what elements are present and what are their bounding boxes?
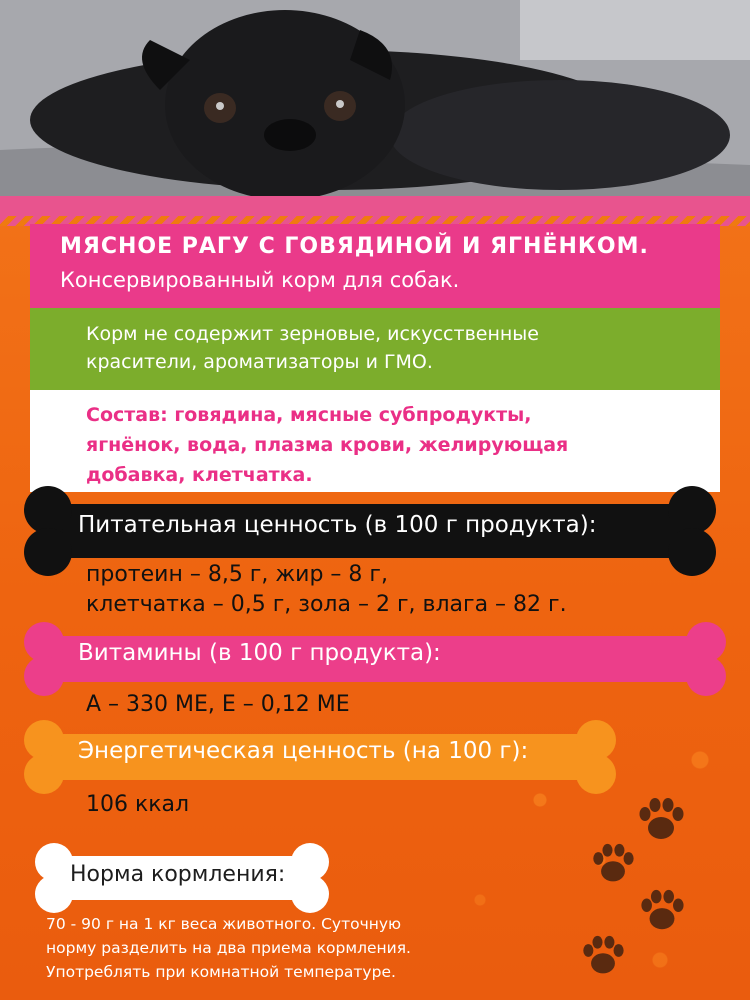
feeding-line-2: норму разделить на два приема кормления. [46, 939, 411, 957]
dog-photo [0, 0, 750, 200]
paw-print-icon [636, 796, 686, 844]
vitamins-value: А – 330 МЕ, Е – 0,12 МЕ [86, 692, 350, 717]
paw-print-icon [638, 888, 686, 934]
composition-line-1: Состав: говядина, мясные субпродукты, [86, 404, 532, 426]
nutrition-line-2: клетчатка – 0,5 г, зола – 2 г, влага – 82 г. [86, 592, 567, 617]
nutrition-values [86, 560, 567, 620]
composition-line-2: ягнёнок, вода, плазма крови, желирующая [86, 434, 569, 456]
nutrition-label: Питательная ценность (в 100 г продукта): [78, 512, 597, 538]
feeding-label: Норма кормления: [70, 862, 286, 887]
feeding-line-1: 70 - 90 г на 1 кг веса животного. Суточную [46, 915, 402, 933]
composition-band [30, 390, 720, 492]
vitamins-bone-banner [20, 620, 730, 698]
feeding-bone-banner [32, 842, 332, 914]
energy-bone-banner [20, 718, 620, 796]
energy-label: Энергетическая ценность (на 100 г): [78, 738, 529, 764]
feeding-line-3: Употреблять при комнатной температуре. [46, 963, 396, 981]
feeding-instructions [46, 912, 411, 984]
title-band [30, 224, 720, 308]
composition-line-3: добавка, клетчатка. [86, 464, 313, 486]
energy-value: 106 ккал [86, 792, 190, 817]
product-subtitle: Консервированный корм для собак. [60, 268, 460, 292]
free-from-line-2: красители, ароматизаторы и ГМО. [86, 351, 433, 373]
paw-print-icon [590, 842, 636, 886]
free-from-line-1: Корм не содержит зерновые, искусственные [86, 323, 539, 345]
vitamins-label: Витамины (в 100 г продукта): [78, 640, 441, 666]
product-title: МЯСНОЕ РАГУ С ГОВЯДИНОЙ И ЯГНЁНКОМ. [60, 234, 649, 259]
decorative-zigzag-border [0, 196, 750, 226]
paw-print-icon [580, 934, 626, 978]
nutrition-line-1: протеин – 8,5 г, жир – 8 г, [86, 562, 388, 587]
free-from-band [30, 308, 720, 390]
